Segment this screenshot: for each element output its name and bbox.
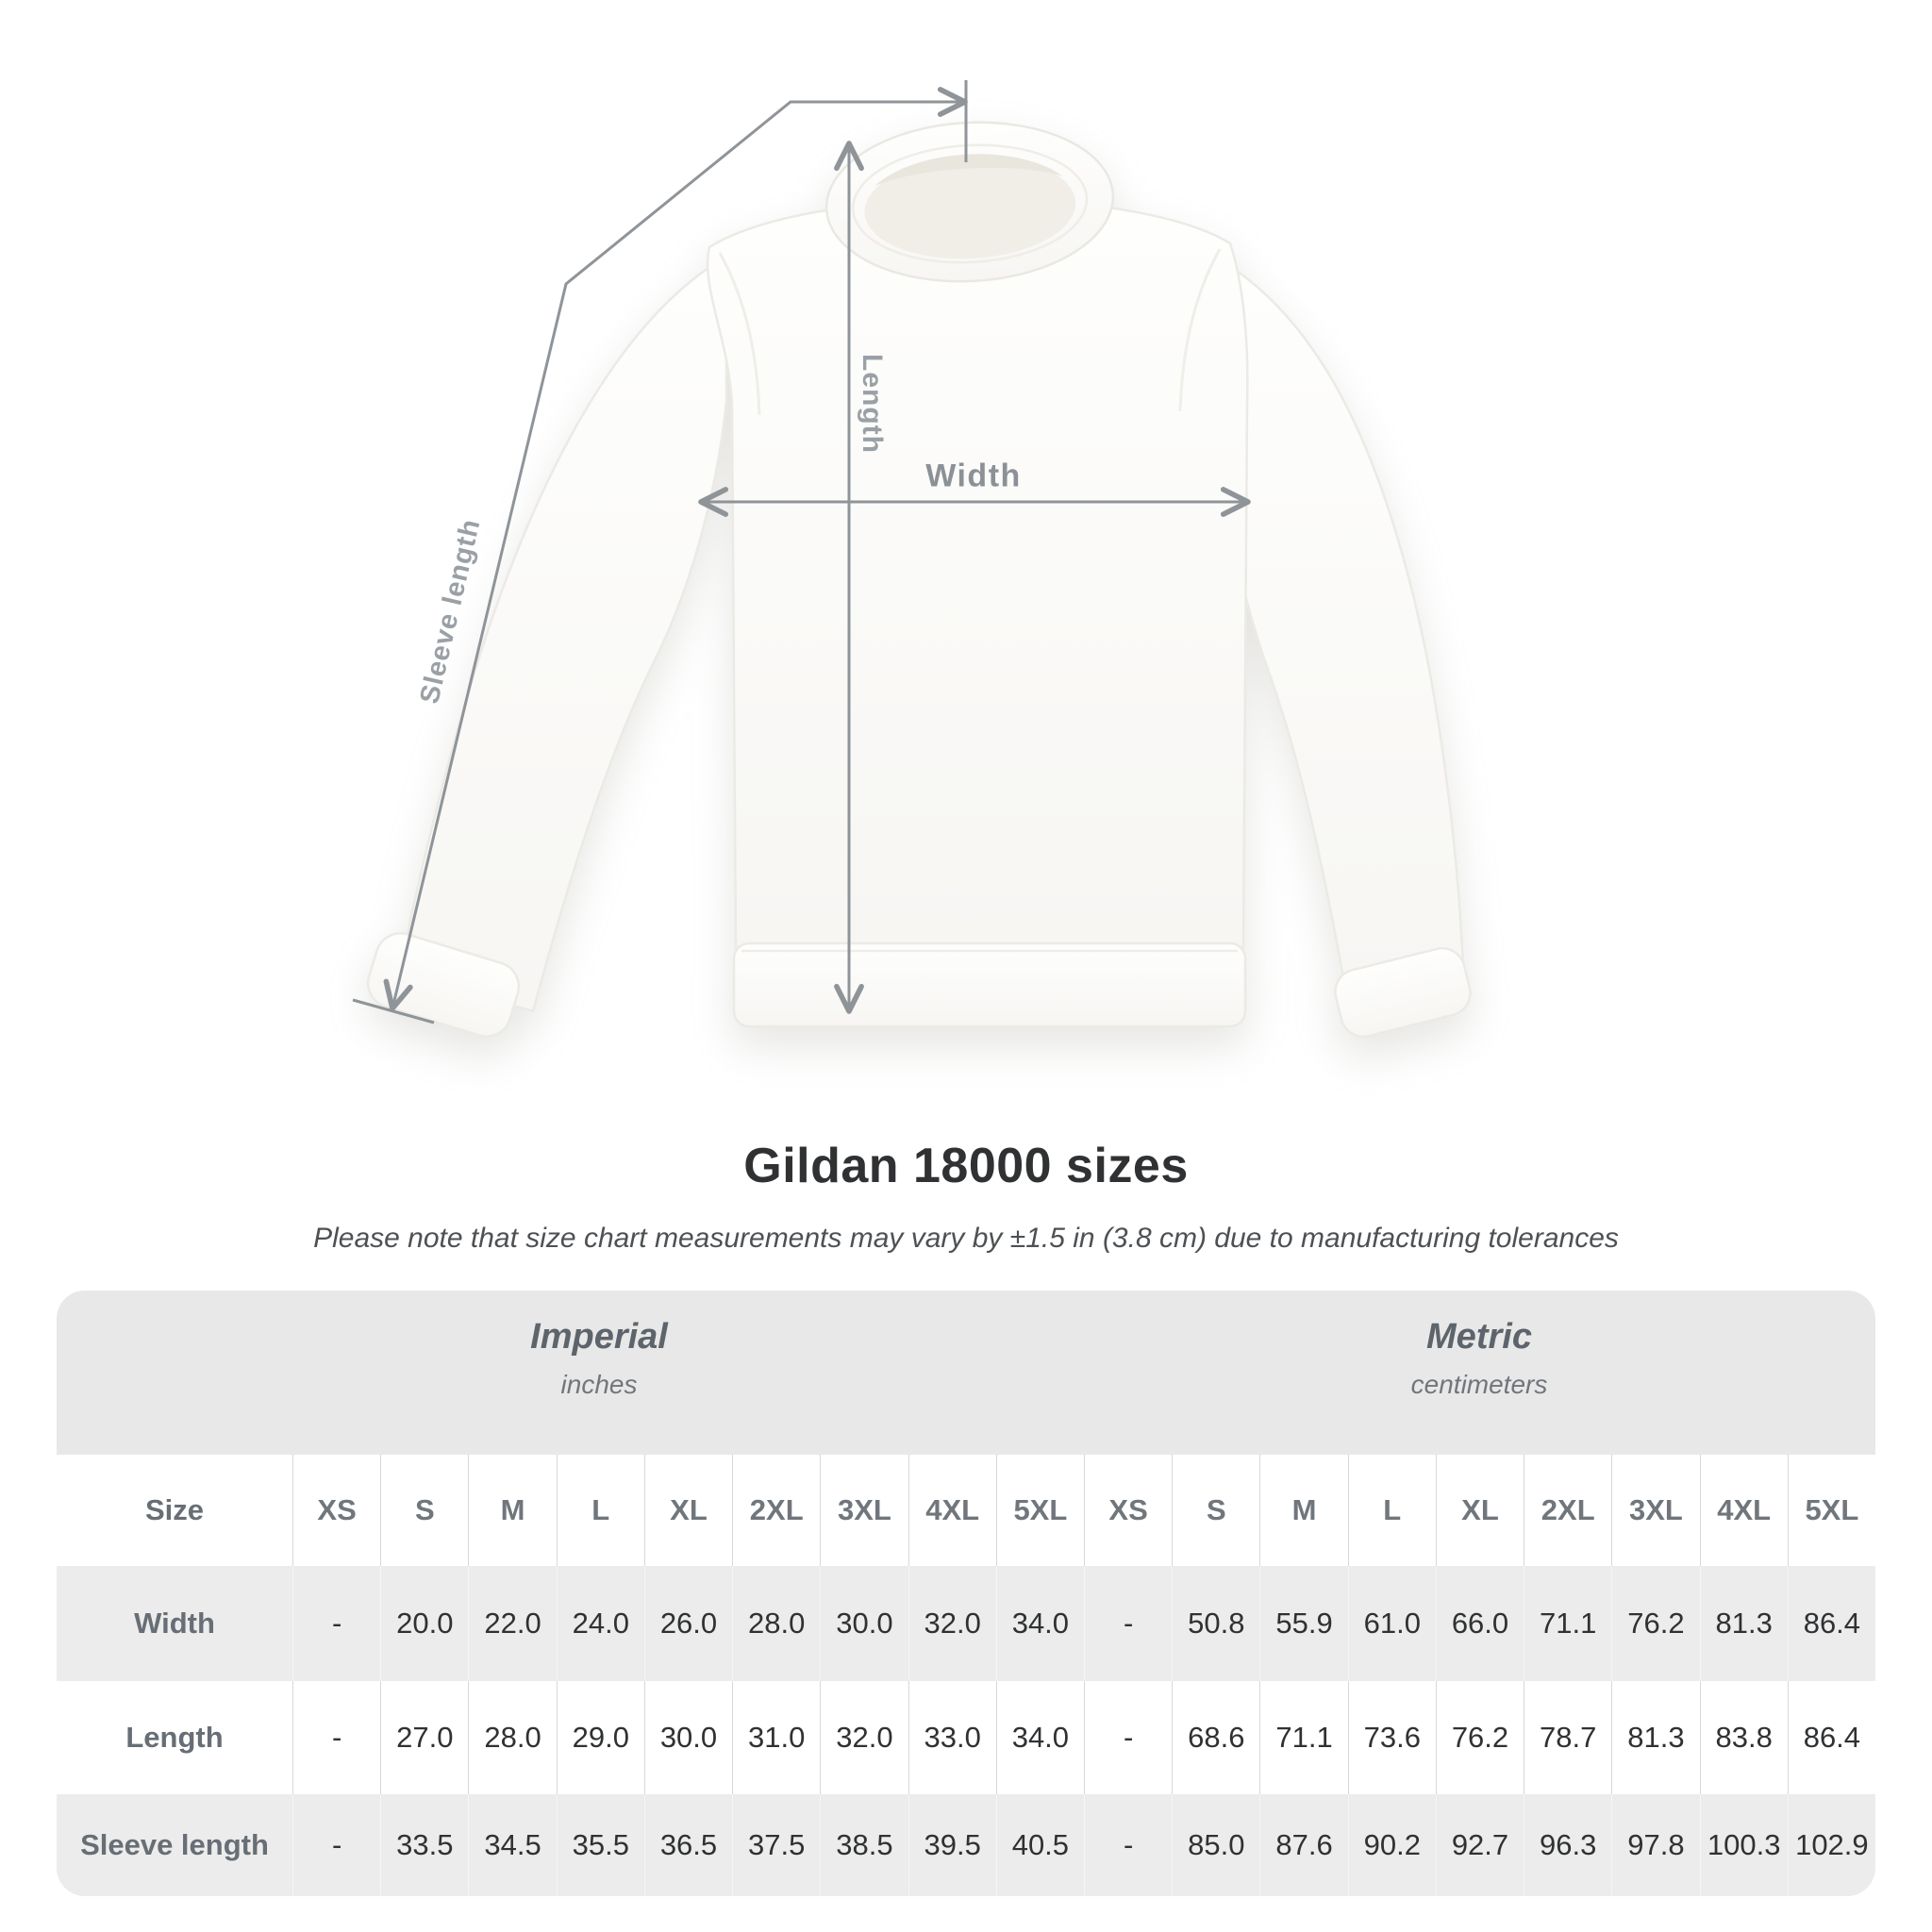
- value-cell: 76.2: [1611, 1566, 1699, 1681]
- row-label: Sleeve length: [80, 1828, 269, 1861]
- imperial-sublabel: inches: [560, 1370, 638, 1399]
- size-header-imperial: XL: [644, 1455, 732, 1566]
- size-header-imperial: M: [468, 1455, 556, 1566]
- value-cell: -: [1084, 1566, 1172, 1681]
- size-header-metric: 5XL: [1788, 1455, 1875, 1566]
- value-cell: 90.2: [1348, 1794, 1436, 1896]
- size-header-metric: S: [1172, 1455, 1259, 1566]
- size-header-imperial: 4XL: [908, 1455, 996, 1566]
- value-cell: 31.0: [732, 1681, 820, 1794]
- value-cell: 30.0: [820, 1566, 908, 1681]
- size-header-imperial: S: [380, 1455, 468, 1566]
- value-cell: 71.1: [1259, 1681, 1347, 1794]
- value-cell: 55.9: [1259, 1566, 1347, 1681]
- value-cell: 34.5: [468, 1794, 556, 1896]
- value-cell: 86.4: [1788, 1566, 1875, 1681]
- value-cell: 50.8: [1172, 1566, 1259, 1681]
- metric-unit-group: [1411, 1315, 1548, 1400]
- size-header-imperial: 3XL: [820, 1455, 908, 1566]
- table-row-width: [57, 1566, 1875, 1681]
- value-cell: 81.3: [1700, 1566, 1788, 1681]
- table-row-sleeve-length: [57, 1794, 1875, 1896]
- width-dimension-label: Width: [925, 458, 1022, 494]
- metric-label: Metric: [1426, 1317, 1532, 1357]
- value-cell: 37.5: [732, 1794, 820, 1896]
- size-header-metric: 4XL: [1700, 1455, 1788, 1566]
- value-cell: 28.0: [468, 1681, 556, 1794]
- metric-sublabel: centimeters: [1410, 1370, 1548, 1399]
- value-cell: -: [292, 1681, 380, 1794]
- size-table: [57, 1291, 1875, 1896]
- value-cell: 76.2: [1436, 1681, 1524, 1794]
- value-cell: 66.0: [1436, 1566, 1524, 1681]
- size-header-imperial: 5XL: [996, 1455, 1084, 1566]
- size-header-metric: L: [1348, 1455, 1436, 1566]
- size-header-metric: 2XL: [1524, 1455, 1611, 1566]
- value-cell: 102.9: [1788, 1794, 1875, 1896]
- value-cell: 73.6: [1348, 1681, 1436, 1794]
- value-cell: 100.3: [1700, 1794, 1788, 1896]
- row-label: Width: [134, 1607, 215, 1640]
- value-cell: -: [1084, 1681, 1172, 1794]
- page-title: Gildan 18000 sizes: [743, 1139, 1189, 1193]
- value-cell: -: [292, 1794, 380, 1896]
- size-col-header: Size: [144, 1493, 205, 1526]
- value-cell: 39.5: [908, 1794, 996, 1896]
- value-cell: 34.0: [996, 1681, 1084, 1794]
- value-cell: -: [1084, 1794, 1172, 1896]
- value-cell: 22.0: [468, 1566, 556, 1681]
- tolerance-note: Please note that size chart measurements may vary by ±1.5 in (3.8 cm) due to manufacturing tolerances: [313, 1223, 1619, 1254]
- value-cell: 32.0: [908, 1566, 996, 1681]
- value-cell: 40.5: [996, 1794, 1084, 1896]
- value-cell: 61.0: [1348, 1566, 1436, 1681]
- size-header-metric: 3XL: [1611, 1455, 1699, 1566]
- value-cell: 32.0: [820, 1681, 908, 1794]
- value-cell: 30.0: [644, 1681, 732, 1794]
- value-cell: 38.5: [820, 1794, 908, 1896]
- size-header-metric: XS: [1084, 1455, 1172, 1566]
- value-cell: 85.0: [1172, 1794, 1259, 1896]
- value-cell: 36.5: [644, 1794, 732, 1896]
- value-cell: 87.6: [1259, 1794, 1347, 1896]
- length-dimension-label: Length: [857, 354, 888, 454]
- value-cell: 78.7: [1524, 1681, 1611, 1794]
- value-cell: 24.0: [557, 1566, 644, 1681]
- unit-header-band: [57, 1291, 1875, 1455]
- value-cell: 71.1: [1524, 1566, 1611, 1681]
- table-row-length: [57, 1681, 1875, 1794]
- size-header-row: [57, 1455, 1875, 1566]
- value-cell: -: [292, 1566, 380, 1681]
- size-header-metric: M: [1259, 1455, 1347, 1566]
- value-cell: 29.0: [557, 1681, 644, 1794]
- size-header-metric: XL: [1436, 1455, 1524, 1566]
- row-label: Length: [125, 1721, 224, 1754]
- size-header-imperial: XS: [292, 1455, 380, 1566]
- value-cell: 97.8: [1611, 1794, 1699, 1896]
- sweatshirt-hem-band: [734, 943, 1245, 1026]
- value-cell: 26.0: [644, 1566, 732, 1681]
- sleeve-length-dimension-label: Sleeve length: [414, 515, 487, 707]
- sweatshirt-garment: [362, 115, 1475, 1042]
- size-header-imperial: L: [557, 1455, 644, 1566]
- value-cell: 92.7: [1436, 1794, 1524, 1896]
- value-cell: 68.6: [1172, 1681, 1259, 1794]
- sweatshirt-right-sleeve: [1211, 255, 1463, 998]
- value-cell: 34.0: [996, 1566, 1084, 1681]
- value-cell: 28.0: [732, 1566, 820, 1681]
- size-header-imperial: 2XL: [732, 1455, 820, 1566]
- value-cell: 81.3: [1611, 1681, 1699, 1794]
- value-cell: 35.5: [557, 1794, 644, 1896]
- value-cell: 83.8: [1700, 1681, 1788, 1794]
- value-cell: 96.3: [1524, 1794, 1611, 1896]
- value-cell: 33.5: [380, 1794, 468, 1896]
- value-cell: 86.4: [1788, 1681, 1875, 1794]
- value-cell: 20.0: [380, 1566, 468, 1681]
- value-cell: 33.0: [908, 1681, 996, 1794]
- sweatshirt-body: [708, 199, 1247, 947]
- imperial-unit-group: [530, 1315, 668, 1400]
- imperial-label: Imperial: [530, 1317, 668, 1357]
- value-cell: 27.0: [380, 1681, 468, 1794]
